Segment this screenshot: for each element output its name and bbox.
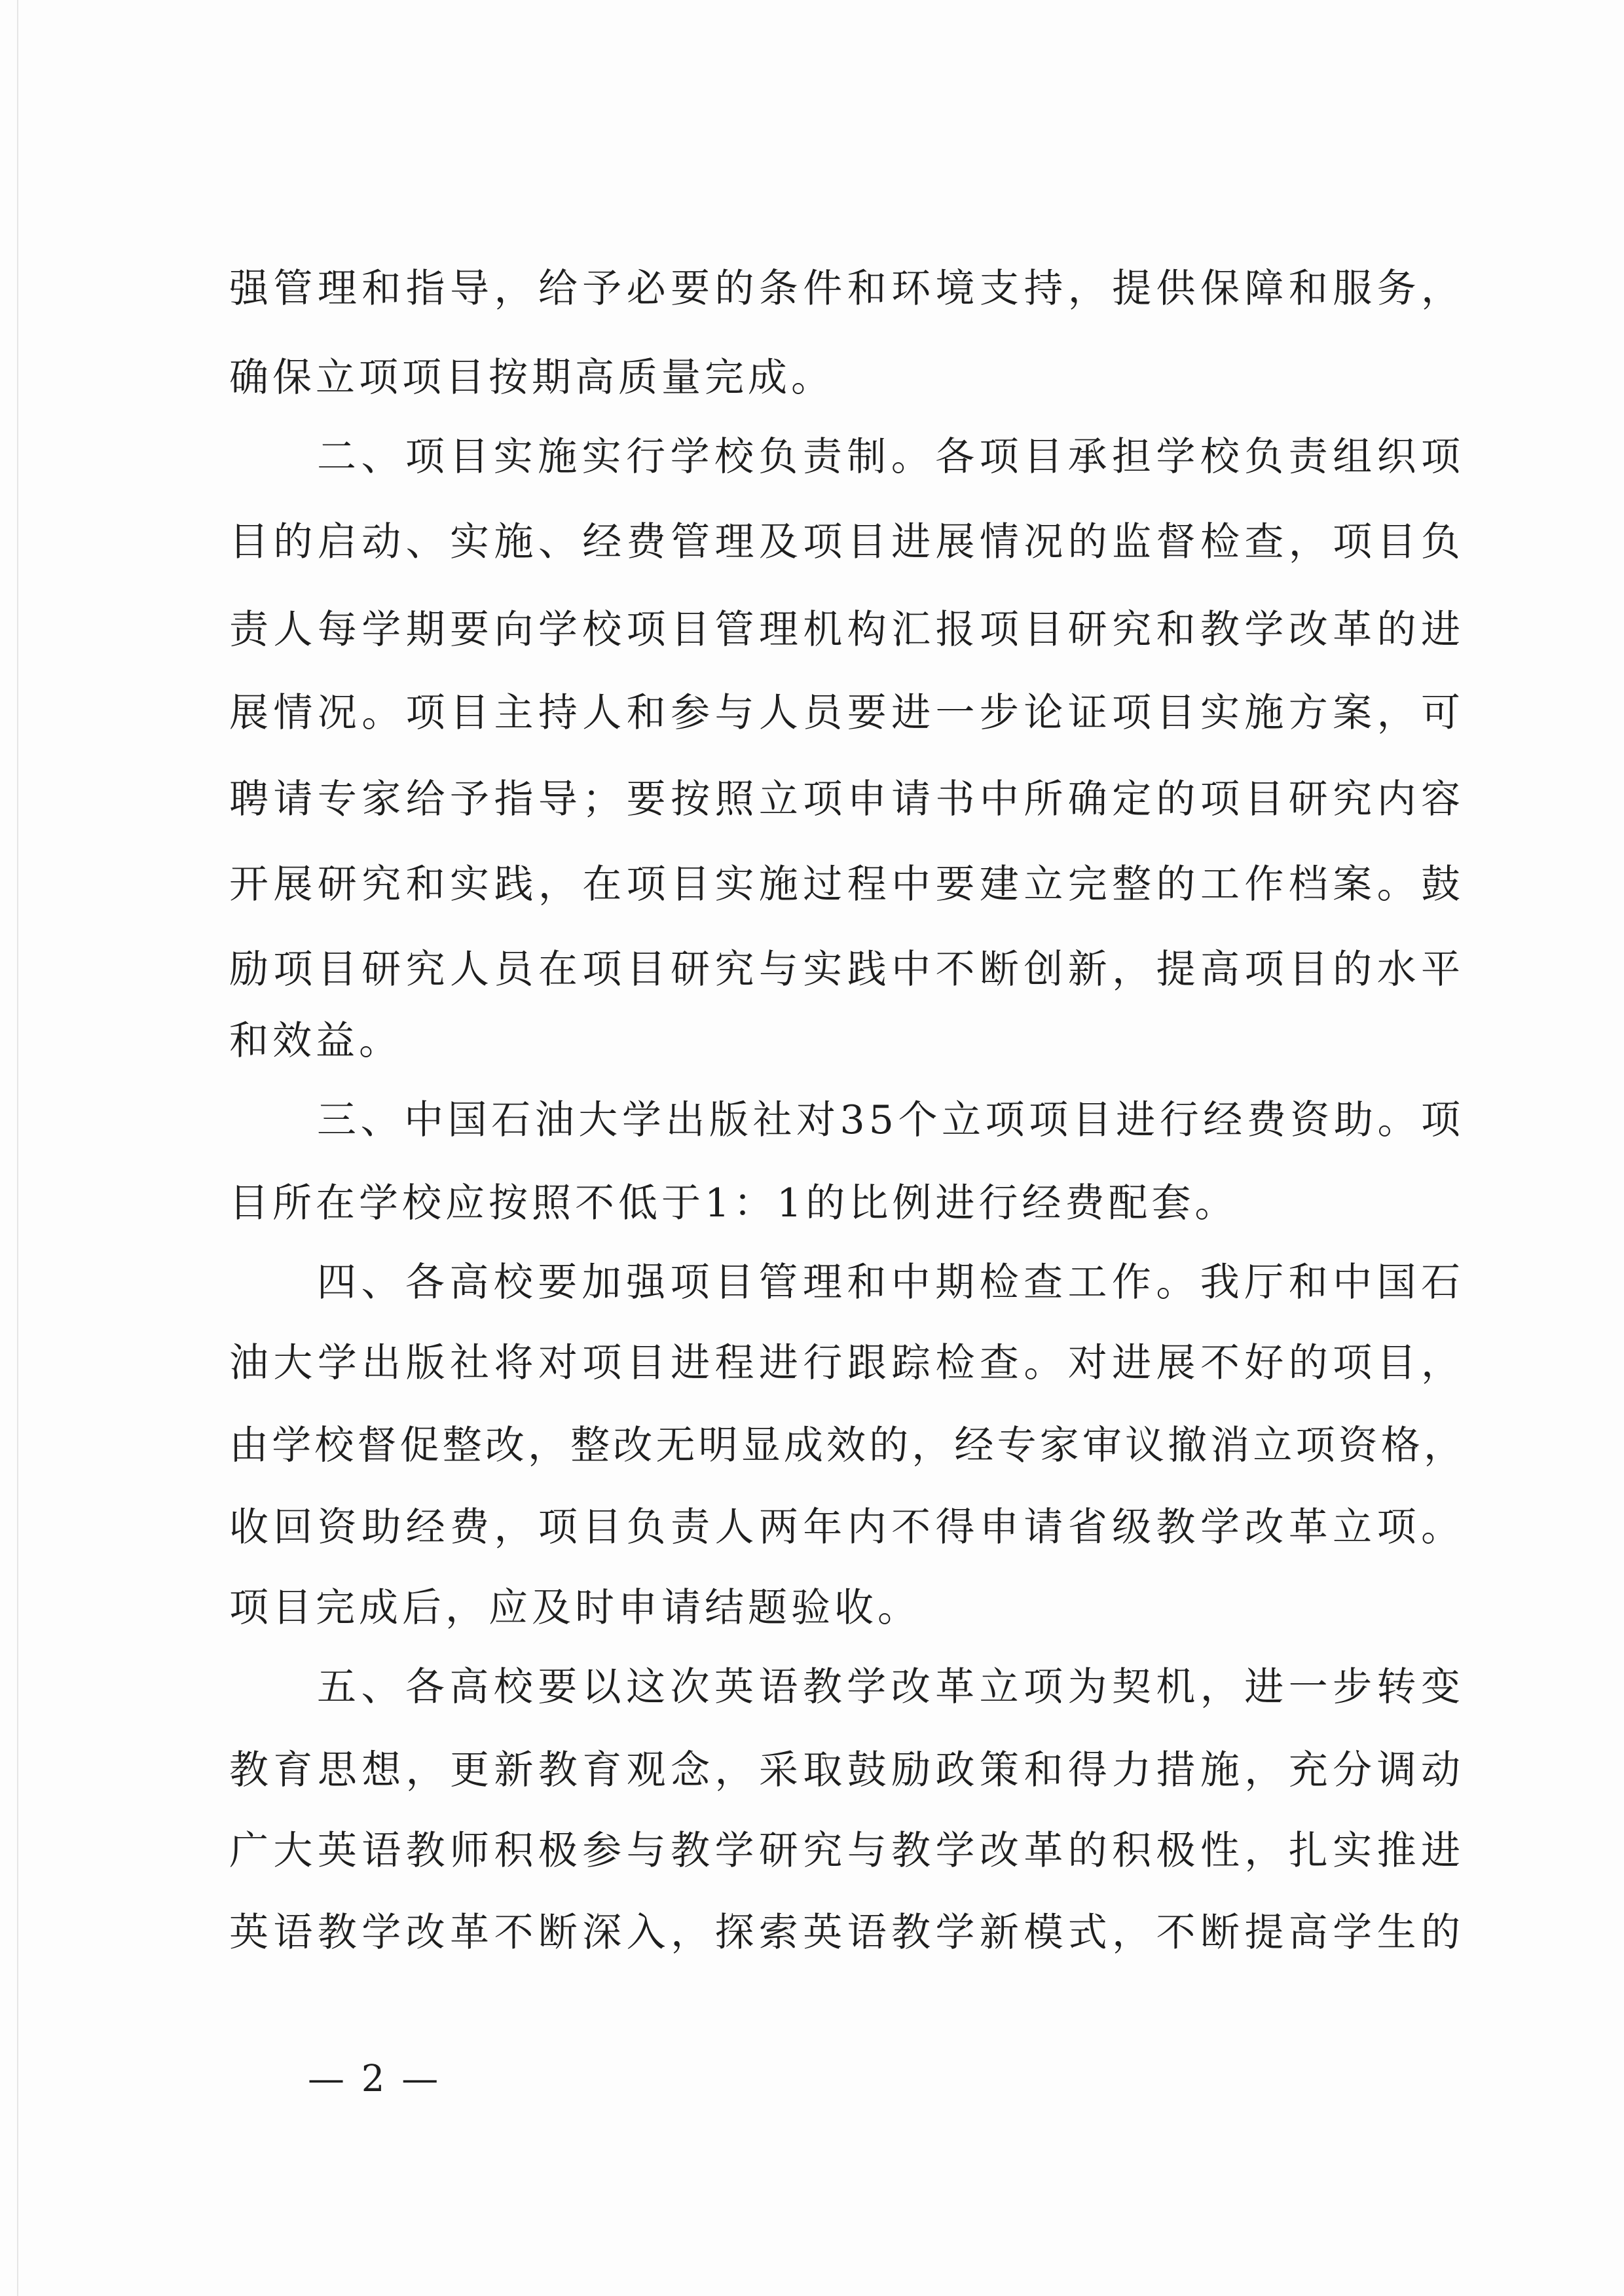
paragraph-line: 二、项目实施实行学校负责制。各项目承担学校负责组织项: [317, 434, 1464, 480]
paragraph-line: 目所在学校应按照不低于1：1的比例进行经费配套。: [229, 1180, 1238, 1226]
paragraph-line: 由学校督促整改，整改无明显成效的，经专家审议撤消立项资格，: [229, 1423, 1464, 1468]
paragraph-line: 展情况。项目主持人和参与人员要进一步论证项目实施方案，可: [229, 690, 1464, 736]
paragraph-line: 四、各高校要加强项目管理和中期检查工作。我厅和中国石: [317, 1260, 1464, 1305]
paragraph-line: 教育思想，更新教育观念，采取鼓励政策和得力措施，充分调动: [229, 1747, 1464, 1793]
paragraph-line: 励项目研究人员在项目研究与实践中不断创新，提高项目的水平: [229, 947, 1464, 993]
paragraph-line: 和效益。: [229, 1018, 402, 1064]
paragraph-line: 英语教学改革不断深入，探索英语教学新模式，不断提高学生的: [229, 1910, 1464, 1956]
paragraph-line: 项目完成后，应及时申请结题验收。: [229, 1585, 921, 1631]
paragraph-line: 强管理和指导，给予必要的条件和环境支持，提供保障和服务，: [229, 266, 1464, 312]
page-number: — 2 —: [308, 2058, 441, 2100]
scan-edge: [17, 0, 18, 2296]
paragraph-line: 广大英语教师积极参与教学研究与教学改革的积极性，扎实推进: [229, 1828, 1464, 1874]
paragraph-line: 聘请专家给予指导；要按照立项申请书中所确定的项目研究内容: [229, 776, 1464, 822]
paragraph-line: 三、中国石油大学出版社对35个立项项目进行经费资助。项: [317, 1097, 1464, 1143]
paragraph-line: 五、各高校要以这次英语教学改革立项为契机，进一步转变: [317, 1664, 1464, 1710]
paragraph-line: 目的启动、实施、经费管理及项目进展情况的监督检查，项目负: [229, 519, 1464, 565]
paragraph-line: 开展研究和实践，在项目实施过程中要建立完整的工作档案。鼓: [229, 862, 1464, 907]
paragraph-line: 收回资助经费，项目负责人两年内不得申请省级教学改革立项。: [229, 1504, 1464, 1550]
paragraph-line: 责人每学期要向学校项目管理机构汇报项目研究和教学改革的进: [229, 607, 1464, 653]
paragraph-line: 确保立项项目按期高质量完成。: [229, 355, 834, 401]
paragraph-line: 油大学出版社将对项目进程进行跟踪检查。对进展不好的项目，: [229, 1340, 1464, 1386]
